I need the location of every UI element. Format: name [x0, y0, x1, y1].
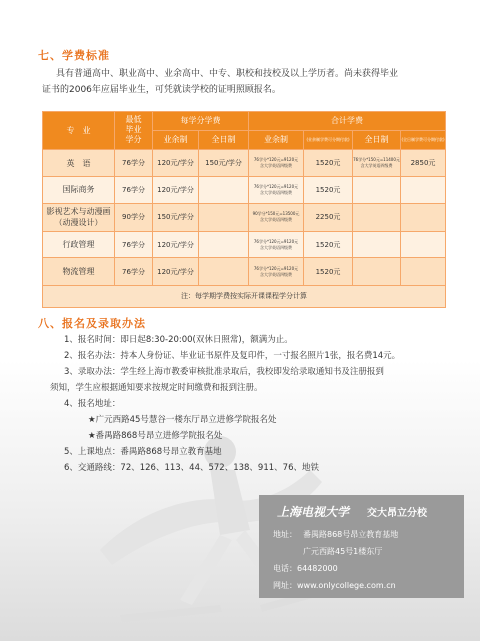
full-total-cell [401, 203, 446, 231]
enrollment-address-label: 4、报名地址： [64, 399, 121, 409]
address-line-1: 番禺路868号昂立教育基地 [303, 530, 399, 539]
header-full-time: 全日制 [199, 130, 249, 149]
table-row [43, 258, 446, 285]
header-total-full-note: (全日制学费可分期付款) [401, 130, 446, 149]
branch-name: 交大昂立分校 [367, 508, 427, 519]
part-calc-cell: 76学分*120元=9120元 含大学英语四级费 [249, 149, 304, 176]
header-credits: 最低 毕业 学分 [115, 112, 153, 150]
enrollment-method: 2、报名办法：持本人身份证、毕业证书原件及复印件，一寸报名照片1张，报名费14元。 [64, 351, 401, 361]
header-part-time: 业余制 [153, 130, 199, 149]
class-location: 5、上课地点：番禺路868号昂立教育基地 [64, 447, 222, 457]
part-total-cell: 1520元 [304, 258, 353, 285]
section-7-intro-line1: 具有普通高中、职业高中、业余高中、中专、职校和技校及以上学历者。尚未获得毕业 [56, 69, 399, 79]
part-calc-cell: 76学分*120元=9120元 含大学英语四级费 [249, 258, 304, 285]
credits-cell: 76学分 [115, 149, 153, 176]
part-fee-cell: 120元/学分 [153, 177, 199, 203]
full-total-cell [401, 177, 446, 203]
enrollment-address-2: ★番禺路868号昂立进修学院报名处 [88, 431, 223, 441]
full-total-cell [401, 232, 446, 258]
part-fee-cell: 120元/学分 [153, 149, 199, 176]
enrollment-time: 1、报名时间：即日起8:30-20:00(双休日照常)，额满为止。 [64, 335, 293, 345]
table-row [43, 232, 446, 258]
header-per-credit: 每学分学费 [153, 112, 249, 131]
credits-cell: 76学分 [115, 177, 153, 203]
fee-table [42, 111, 446, 308]
major-cell: 物流管理 [43, 258, 115, 285]
part-total-cell: 1520元 [304, 149, 353, 176]
full-calc-cell [353, 258, 401, 285]
part-fee-cell: 150元/学分 [153, 203, 199, 231]
admission-method-cont: 须知，学生应根据通知要求按规定时间缴费和报到注册。 [50, 383, 263, 393]
part-total-cell: 2250元 [304, 203, 353, 231]
full-fee-cell [199, 258, 249, 285]
section-7-title: 七、学费标准 [38, 49, 110, 62]
major-cell: 国际商务 [43, 177, 115, 203]
part-fee-cell: 120元/学分 [153, 232, 199, 258]
full-total-cell: 2850元 [401, 149, 446, 176]
section-7-intro-line2: 证书的2006年应届毕业生，可凭就读学校的证明照顾报名。 [42, 85, 281, 95]
website[interactable]: 网址：www.onlycollege.com.cn [273, 581, 396, 590]
part-calc-cell: 76学分*120元=9120元 含大学英语四级费 [249, 232, 304, 258]
part-total-cell: 1520元 [304, 232, 353, 258]
header-total-part-note: (业余制学费可分期付款) [304, 130, 353, 149]
address-label: 地址： [273, 530, 297, 539]
full-fee-cell [199, 232, 249, 258]
header-total-part: 业余制 [249, 130, 304, 149]
part-total-cell: 1520元 [304, 177, 353, 203]
section-8-title: 八、报名及录取办法 [38, 317, 146, 330]
major-cell: 影视艺术与动漫画 （动漫设计） [43, 203, 115, 231]
full-total-cell [401, 258, 446, 285]
contact-box [259, 495, 464, 598]
header-major: 专 业 [43, 112, 115, 150]
full-fee-cell [199, 177, 249, 203]
header-total-full: 全日制 [353, 130, 401, 149]
full-fee-cell [199, 203, 249, 231]
credits-cell: 90学分 [115, 203, 153, 231]
full-calc-cell [353, 177, 401, 203]
school-name: 上海电视大学 [277, 505, 350, 519]
part-calc-cell: 90学分*150元=13500元 含大学英语四级费 [249, 203, 304, 231]
transport-routes: 6、交通路线：72、126、113、44、572、138、911、76、地铁 [64, 463, 319, 473]
full-fee-cell: 150元/学分 [199, 149, 249, 176]
part-fee-cell: 120元/学分 [153, 258, 199, 285]
major-cell: 英 语 [43, 149, 115, 176]
enrollment-list [50, 332, 454, 476]
enrollment-address-1: ★广元西路45号慧谷一楼东厅昂立进修学院报名处 [88, 415, 277, 425]
full-calc-cell [353, 203, 401, 231]
major-cell: 行政管理 [43, 232, 115, 258]
full-calc-cell: 76学分*150元=11400元 含大学英语四级费 [353, 149, 401, 176]
fee-footnote: 注：每学期学费按实际开课课程学分计算 [43, 285, 446, 307]
phone: 电话：64482000 [273, 564, 338, 573]
table-row [43, 203, 446, 231]
header-total: 合计学费 [249, 112, 446, 131]
full-calc-cell [353, 232, 401, 258]
part-calc-cell: 76学分*120元=9120元 含大学英语四级费 [249, 177, 304, 203]
table-row [43, 149, 446, 176]
table-row [43, 177, 446, 203]
credits-cell: 76学分 [115, 232, 153, 258]
address-line-2: 广元西路45号1楼东厅 [303, 547, 383, 556]
admission-method: 3、录取办法：学生经上海市教委审核批准录取后，我校即发给录取通知书及注册报到 [64, 367, 384, 377]
credits-cell: 76学分 [115, 258, 153, 285]
